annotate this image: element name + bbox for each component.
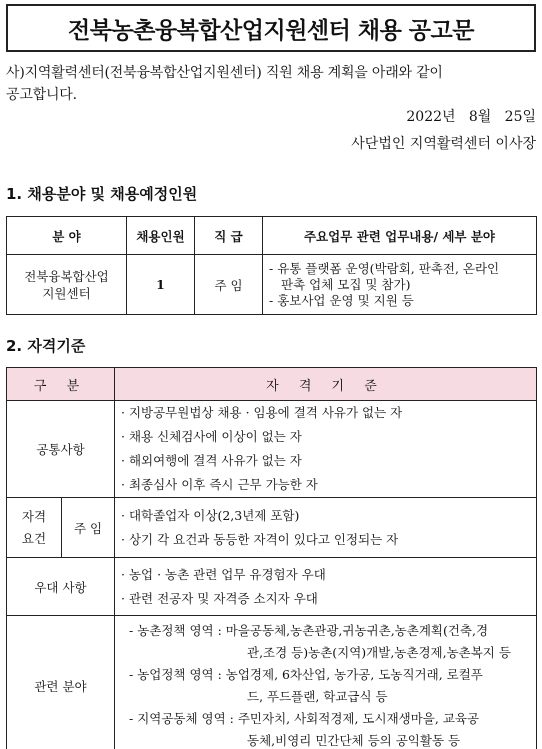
intro-paragraph [6, 62, 536, 106]
table-row [7, 401, 537, 498]
section-1-heading: 1. 채용분야 및 채용예정인원 [6, 185, 198, 203]
notice-date: 2022년 8월 25일 [406, 109, 536, 125]
common-label: 공통사항 [7, 401, 115, 498]
signer: 사단법인 지역활력센터 이사장 [351, 136, 536, 152]
header-count: 채용인원 [127, 217, 195, 255]
requirement-label-line: 자격 [21, 508, 47, 524]
intro-line: 사)지역활력센터(전북융복합산업지원센터) 직원 채용 계획을 아래와 같이 [6, 65, 443, 81]
list-item: - 지역공동체 영역 : 주민자치, 사회적경제, 도시재생마을, 교육공 [129, 711, 480, 726]
table-header-row [7, 217, 537, 255]
list-item: · 채용 신체검사에 이상이 없는 자 [121, 429, 302, 444]
header-field: 분 야 [7, 217, 127, 255]
duty-line: 판촉 업체 모집 및 참가) [281, 276, 411, 292]
table-row [7, 616, 537, 749]
list-item: - 농촌정책 영역 : 마을공동체,농촌관광,귀농귀촌,농촌계획(건축,경 [129, 623, 489, 638]
list-item-cont: 동체,비영리 민간단체 등의 공익활동 등 [247, 733, 461, 748]
recruitment-table [6, 216, 537, 315]
table-header-row [7, 368, 537, 401]
table-row [7, 498, 537, 558]
common-items [115, 401, 537, 498]
preference-items [115, 558, 537, 616]
section-2-heading: 2. 자격기준 [6, 337, 86, 355]
field-cell [7, 255, 127, 315]
duties-cell [263, 255, 537, 315]
duty-line: - 홍보사업 운영 및 지원 등 [269, 292, 414, 308]
intro-line: 공고합니다. [6, 87, 77, 103]
list-item-cont: 드, 푸드플랜, 학교급식 등 [247, 689, 388, 704]
list-item: · 대학졸업자 이상(2,3년제 포함) [121, 507, 300, 523]
duty-line: - 유통 플랫폼 운영(박람회, 판촉전, 온라인 [269, 260, 500, 276]
list-item: · 해외여행에 결격 사유가 없는 자 [121, 453, 302, 468]
list-item: · 관련 전공자 및 자격증 소지자 우대 [121, 590, 318, 606]
table-row [7, 558, 537, 616]
list-item-cont: 관,조경 등)농촌(지역)개발,농촌경제,농촌복지 등 [247, 645, 511, 660]
requirement-items [115, 498, 537, 558]
list-item: · 상기 각 요건과 동등한 자격이 있다고 인정되는 자 [121, 531, 399, 547]
notice-title: 전북농촌융복합산업지원센터 채용 공고문 [6, 4, 536, 52]
header-duties: 주요업무 관련 업무내용/ 세부 분야 [263, 217, 537, 255]
header-criteria: 자 격 기 준 [115, 368, 537, 401]
preference-label: 우대 사항 [7, 558, 115, 616]
related-label: 관련 분야 [7, 616, 115, 749]
list-item: · 농업 · 농촌 관련 업무 유경험자 우대 [121, 566, 326, 582]
list-item: · 최종심사 이후 즉시 근무 가능한 자 [121, 477, 318, 492]
requirement-sublabel: 주 임 [62, 498, 115, 558]
list-item: - 농업정책 영역 : 농업경제, 6차산업, 농가공, 도농직거래, 로컬푸 [129, 667, 483, 682]
table-row [7, 255, 537, 315]
header-rank: 직 급 [195, 217, 263, 255]
requirement-label-line: 요건 [21, 530, 47, 546]
requirement-label [7, 498, 62, 558]
field-line: 전북융복합산업 [24, 268, 109, 284]
related-items [115, 616, 537, 749]
count-cell: 1 [127, 255, 195, 315]
field-line: 지원센터 [42, 285, 91, 301]
list-item: · 지방공무원법상 채용 · 임용에 결격 사유가 없는 자 [121, 405, 403, 420]
qualification-table [6, 367, 537, 749]
rank-cell: 주 임 [195, 255, 263, 315]
header-category: 구 분 [7, 368, 115, 401]
